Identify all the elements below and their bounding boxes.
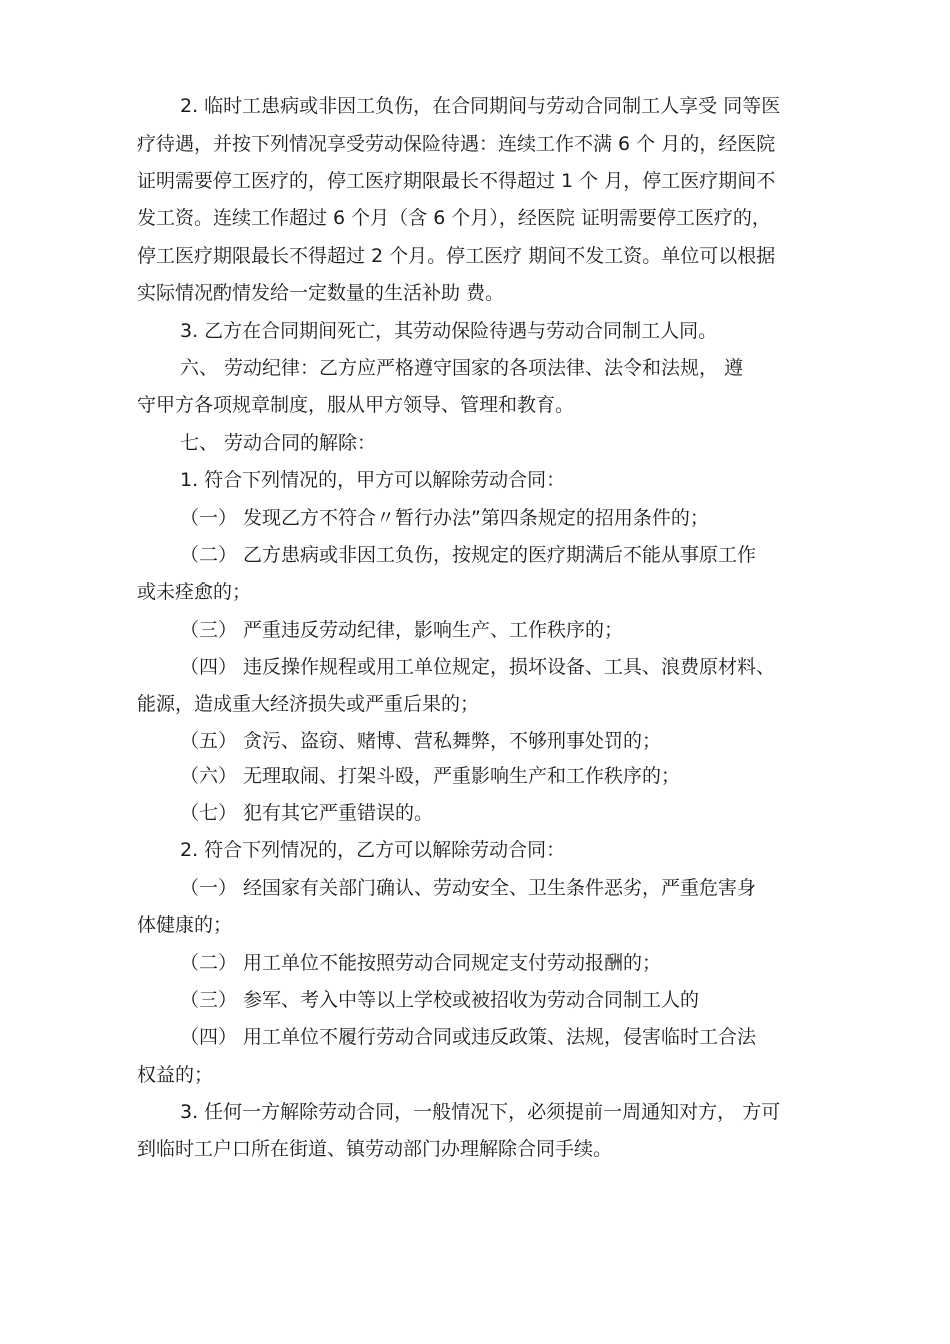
text-line: 停工医疗期限最长不得超过 2 个月。停工医疗 期间不发工资。单位可以根据 — [137, 245, 776, 267]
text-line: 能源，造成重大经济损失或严重后果的； — [137, 693, 480, 715]
text-line: （一） 发现乙方不符合〃暂行办法”第四条规定的招用条件的； — [180, 507, 709, 529]
text-line: （四） 用工单位不履行劳动合同或违反政策、法规，侵害临时工合法 — [180, 1026, 757, 1048]
text-line: 七、 劳动合同的解除： — [180, 432, 377, 454]
text-line: （五） 贪污、盗窃、赌博、营私舞弊，不够刑事处罚的； — [180, 730, 662, 752]
text-line: 实际情况酌情发给一定数量的生活补助 费。 — [137, 282, 505, 304]
text-line: 或未痊愈的； — [137, 581, 252, 603]
text-line: 体健康的； — [137, 914, 233, 936]
text-line: （二） 用工单位不能按照劳动合同规定支付劳动报酬的； — [180, 952, 662, 974]
text-line: 发工资。连续工作超过 6 个月（含 6 个月），经医院 证明需要停工医疗的， — [137, 207, 771, 229]
text-line: （四） 违反操作规程或用工单位规定，损坏设备、工具、浪费原材料、 — [180, 656, 776, 678]
text-line: 权益的； — [137, 1064, 214, 1086]
text-line: （六） 无理取闹、打架斗殴，严重影响生产和工作秩序的； — [180, 765, 681, 787]
text-line: （七） 犯有其它严重错误的。 — [180, 802, 434, 824]
text-line: 证明需要停工医疗的，停工医疗期限最长不得超过 1 个 月，停工医疗期间不 — [137, 170, 776, 192]
text-line: 1. 符合下列情况的，甲方可以解除劳动合同： — [180, 469, 566, 491]
text-line: 3. 任何一方解除劳动合同，一般情况下，必须提前一周通知对方， 方可 — [180, 1101, 781, 1123]
text-line: 到临时工户口所在街道、镇劳动部门办理解除合同手续。 — [137, 1138, 613, 1160]
text-line: （三） 参军、考入中等以上学校或被招收为劳动合同制工人的 — [180, 989, 700, 1011]
text-line: 守甲方各项规章制度，服从甲方领导、管理和教育。 — [137, 394, 575, 416]
text-line: （三） 严重违反劳动纪律，影响生产、工作秩序的； — [180, 619, 624, 641]
text-line: 2. 符合下列情况的，乙方可以解除劳动合同： — [180, 839, 566, 861]
text-line: （一） 经国家有关部门确认、劳动安全、卫生条件恶劣，严重危害身 — [180, 877, 757, 899]
text-line: 六、 劳动纪律：乙方应严格遵守国家的各项法律、法令和法规， 遵 — [180, 357, 744, 379]
text-line: （二） 乙方患病或非因工负伤，按规定的医疗期满后不能从事原工作 — [180, 544, 757, 566]
text-line: 2. 临时工患病或非因工负伤，在合同期间与劳动合同制工人享受 同等医 — [180, 95, 781, 117]
text-line: 3. 乙方在合同期间死亡，其劳动保险待遇与劳动合同制工人同。 — [180, 320, 718, 342]
text-line: 疗待遇，并按下列情况享受劳动保险待遇：连续工作不满 6 个 月的，经医院 — [137, 133, 776, 155]
